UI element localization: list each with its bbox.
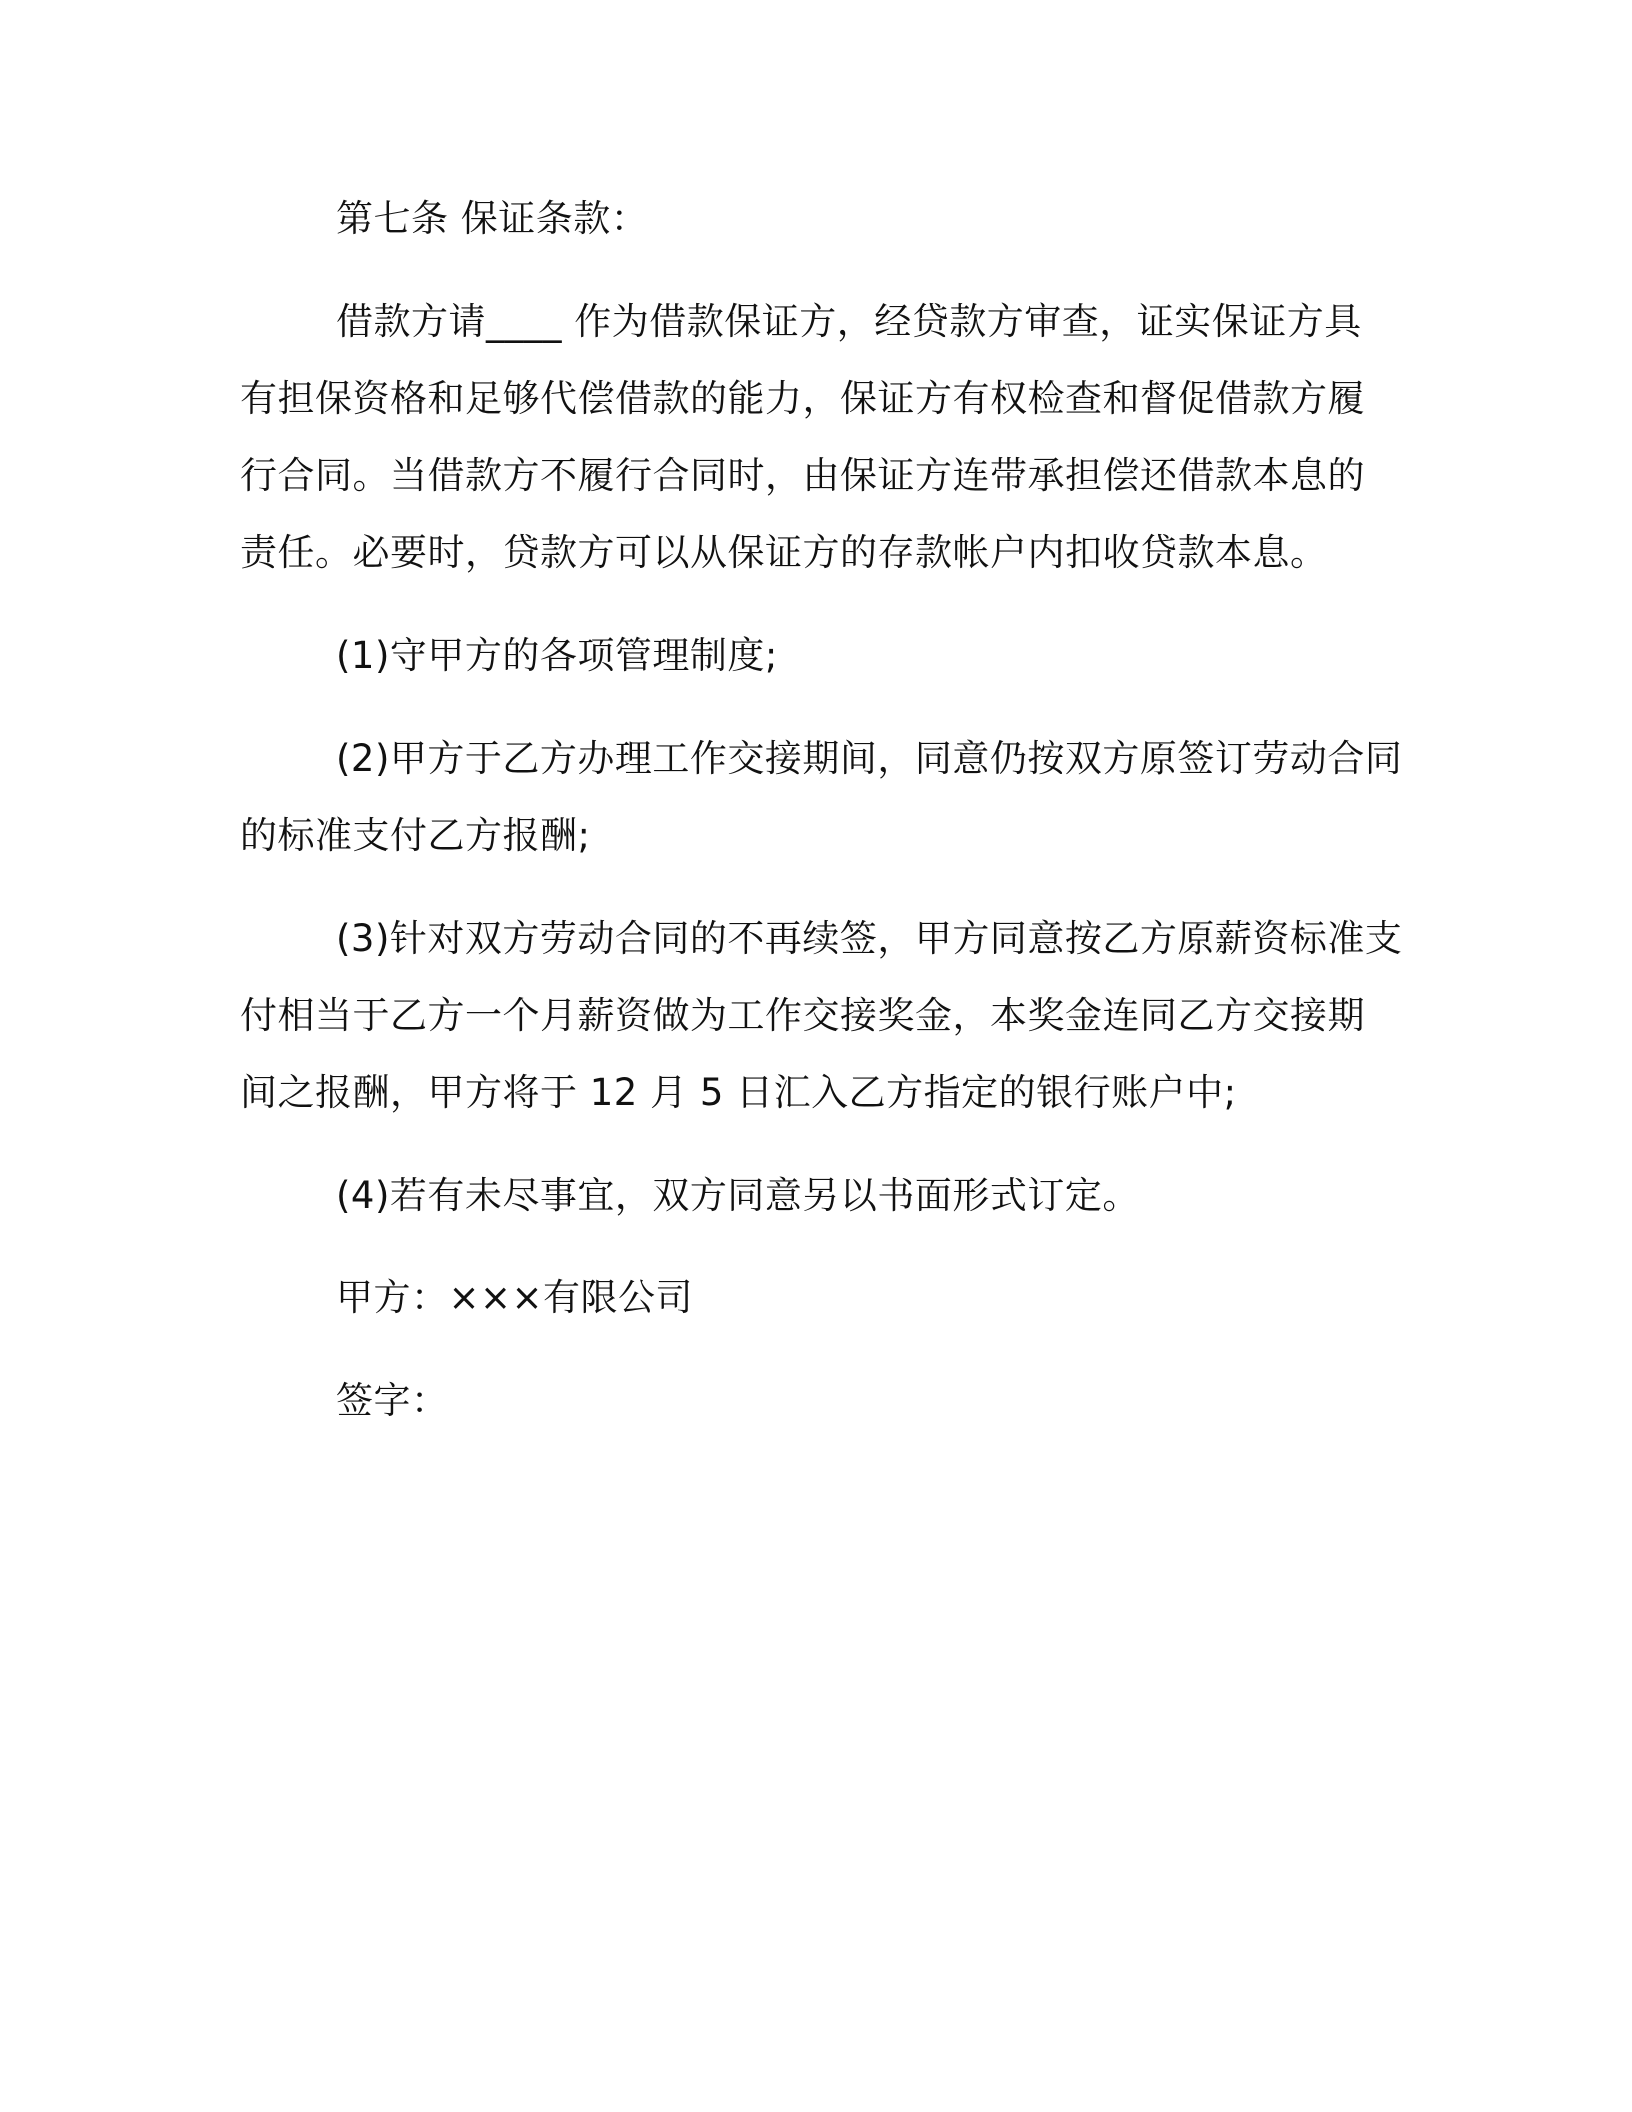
text-line: (3)针对双方劳动合同的不再续签，甲方同意按乙方原薪资标准支 xyxy=(336,917,1403,960)
text-line: 责任。必要时，贷款方可以从保证方的存款帐户内扣收贷款本息。 xyxy=(240,531,1328,574)
text-line: 间之报酬，甲方将于 12 月 5 日汇入乙方指定的银行账户中; xyxy=(240,1071,1237,1114)
guarantee-clause xyxy=(240,283,1390,591)
text-line: 行合同。当借款方不履行合同时，由保证方连带承担偿还借款本息的 xyxy=(240,454,1365,497)
spacer xyxy=(240,1131,1390,1157)
spacer xyxy=(240,1234,1390,1259)
article-heading: 第七条 保证条款： xyxy=(336,197,649,240)
document-body xyxy=(240,180,1403,1439)
item-1: (1)守甲方的各项管理制度; xyxy=(336,634,778,677)
spacer xyxy=(240,257,1390,283)
item-2 xyxy=(240,720,1403,874)
text-line: 借款方请____ 作为借款保证方，经贷款方审查，证实保证方具 xyxy=(336,300,1362,343)
item-3 xyxy=(240,900,1403,1131)
text-line: 的标准支付乙方报酬; xyxy=(240,814,591,857)
text-line: 有担保资格和足够代偿借款的能力，保证方有权检查和督促借款方履 xyxy=(240,377,1365,420)
spacer xyxy=(240,591,1390,617)
spacer xyxy=(240,694,1390,720)
spacer xyxy=(240,1336,1390,1362)
text-line: 付相当于乙方一个月薪资做为工作交接奖金，本奖金连同乙方交接期 xyxy=(240,994,1365,1037)
text-line: (2)甲方于乙方办理工作交接期间，同意仍按双方原签订劳动合同 xyxy=(336,737,1403,780)
item-4: (4)若有未尽事宜，双方同意另以书面形式订定。 xyxy=(336,1174,1140,1217)
spacer xyxy=(240,874,1390,900)
party-a-line: 甲方：×××有限公司 xyxy=(336,1276,694,1319)
signature-label: 签字： xyxy=(336,1379,449,1422)
